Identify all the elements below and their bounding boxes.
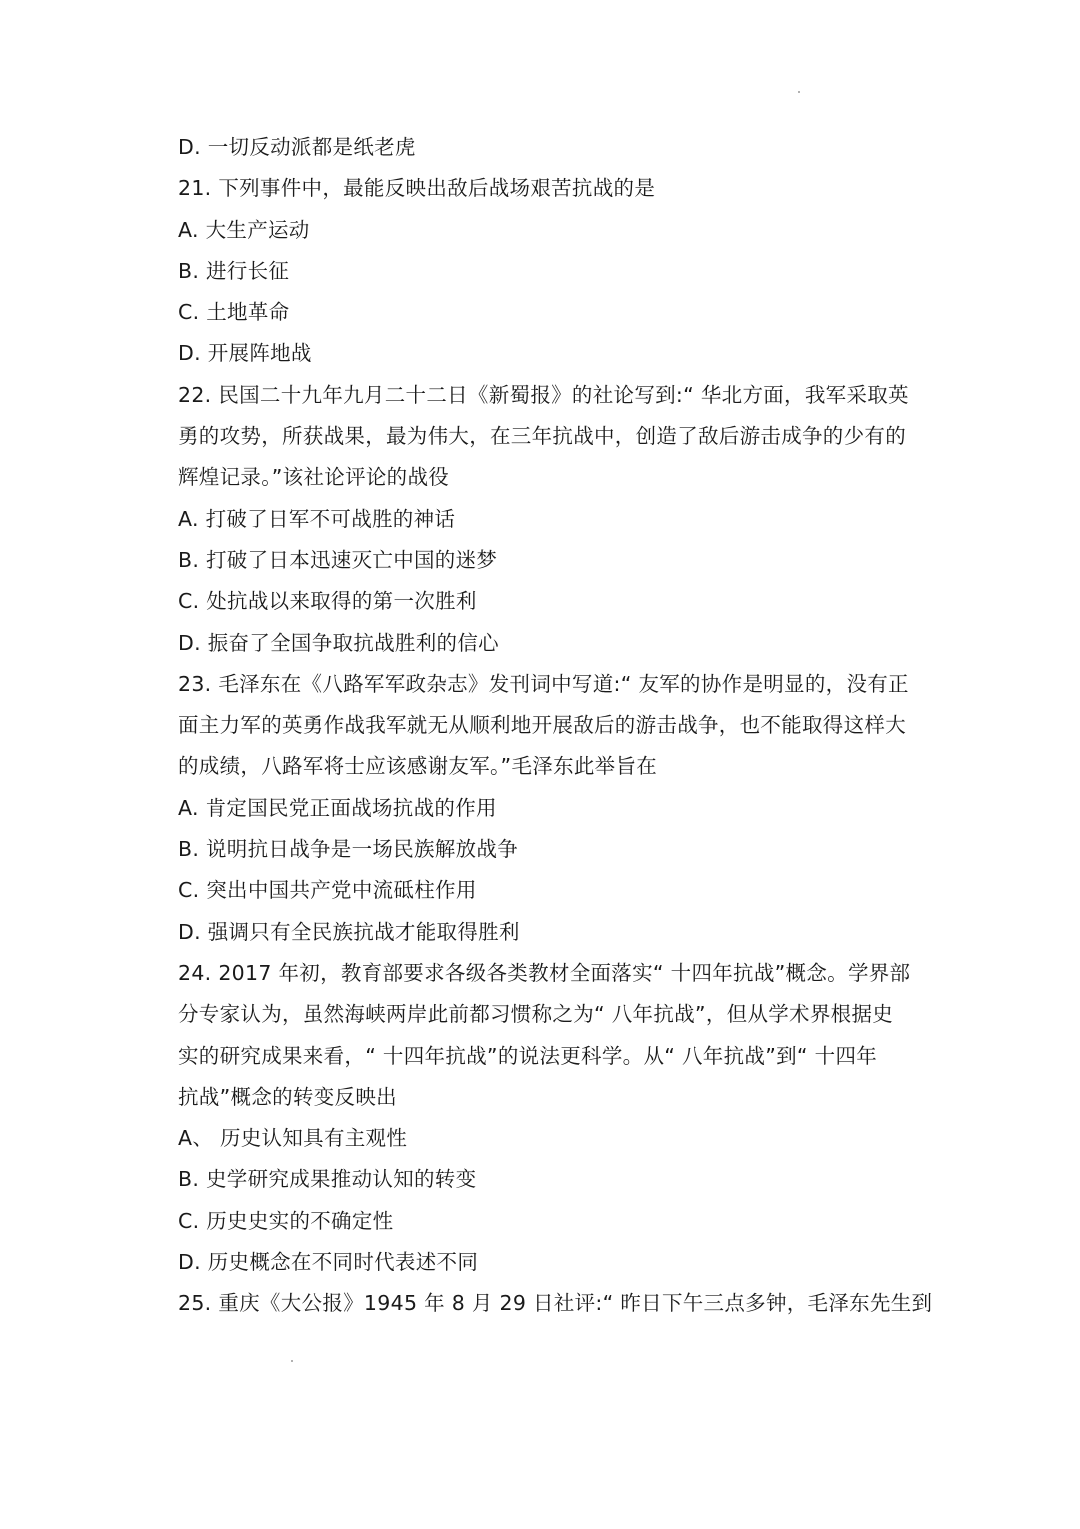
scan-speck: [291, 1360, 293, 1362]
text-line: 面主力军的英勇作战我军就无从顺利地开展敌后的游击战争，也不能取得这样大: [178, 713, 906, 738]
text-line: 24. 2017 年初，教育部要求各级各类教材全面落实“ 十四年抗战”概念。学界部: [178, 960, 911, 985]
question-text-block: [178, 127, 933, 1325]
text-line: B. 打破了日本迅速灭亡中国的迷梦: [178, 547, 498, 572]
text-line: C. 处抗战以来取得的第一次胜利: [178, 589, 477, 614]
text-line: B. 史学研究成果推动认知的转变: [178, 1167, 477, 1192]
text-line: A. 肯定国民党正面战场抗战的作用: [178, 795, 497, 820]
text-line: D. 开展阵地战: [178, 341, 312, 366]
text-line: B. 说明抗日战争是一场民族解放战争: [178, 837, 518, 862]
text-line: 21. 下列事件中，最能反映出敌后战场艰苦抗战的是: [178, 176, 656, 201]
text-line: C. 历史史实的不确定性: [178, 1208, 394, 1233]
text-line: 辉煌记录。”该社论评论的战役: [178, 465, 450, 490]
text-line: 25. 重庆《大公报》1945 年 8 月 29 日社评:“ 昨日下午三点多钟，毛泽东先生到: [178, 1291, 933, 1316]
text-line: C. 土地革命: [178, 300, 290, 325]
text-line: 实的研究成果来看，“ 十四年抗战”的说法更科学。从“ 八年抗战”到“ 十四年: [178, 1043, 878, 1068]
text-line: D. 强调只有全民族抗战才能取得胜利: [178, 919, 520, 944]
text-line: 22. 民国二十九年九月二十二日《新蜀报》的社论写到:“ 华北方面，我军采取英: [178, 382, 909, 407]
text-line: A. 大生产运动: [178, 217, 310, 242]
text-line: 抗战”概念的转变反映出: [178, 1084, 397, 1109]
text-line: D. 一切反动派都是纸老虎: [178, 135, 416, 159]
text-line: 的成绩，八路军将士应该感谢友军。”毛泽东此举旨在: [178, 754, 658, 779]
scan-speck: [798, 91, 800, 93]
text-line: C. 突出中国共产党中流砥柱作用: [178, 878, 477, 903]
text-line: D. 历史概念在不同时代表述不同: [178, 1250, 479, 1275]
text-line: 分专家认为，虽然海峡两岸此前都习惯称之为“ 八年抗战”，但从学术界根据史: [178, 1002, 894, 1027]
text-line: A. 打破了日军不可战胜的神话: [178, 506, 456, 531]
text-line: D. 振奋了全国争取抗战胜利的信心: [178, 630, 499, 655]
text-line: 23. 毛泽东在《八路军军政杂志》发刊词中写道:“ 友军的协作是明显的，没有正: [178, 671, 909, 696]
text-line: 勇的攻势，所获战果，最为伟大，在三年抗战中，创造了敌后游击成争的少有的: [178, 424, 906, 449]
text-line: B. 进行长征: [178, 258, 290, 283]
text-line: A、 历史认知具有主观性: [178, 1126, 408, 1151]
